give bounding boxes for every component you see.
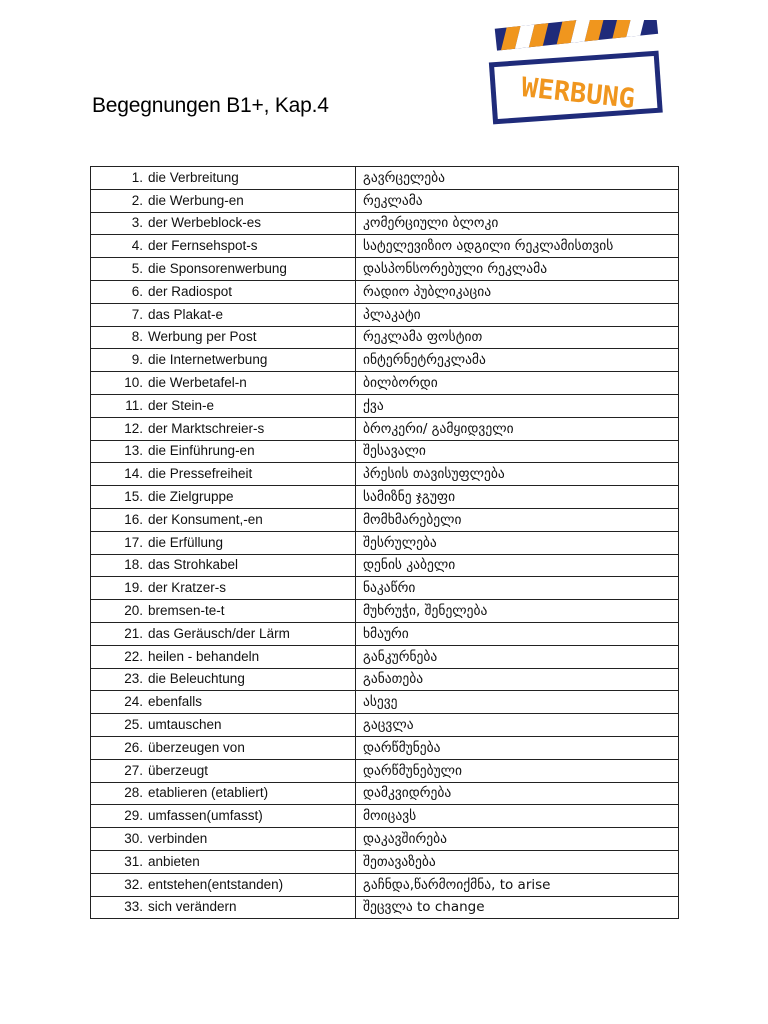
german-term: sich verändern bbox=[148, 899, 237, 915]
german-term-cell bbox=[91, 235, 356, 258]
row-number: 25. bbox=[124, 717, 143, 733]
row-number: 21. bbox=[124, 625, 143, 641]
german-term-cell bbox=[91, 417, 356, 440]
row-number: 3. bbox=[131, 215, 143, 231]
german-term: der Konsument,-en bbox=[148, 511, 263, 527]
german-term: anbieten bbox=[148, 853, 200, 869]
row-number: 12. bbox=[124, 420, 143, 436]
german-term: die Einführung-en bbox=[148, 443, 255, 459]
german-term-cell bbox=[91, 736, 356, 759]
table-row bbox=[91, 280, 679, 303]
german-term: der Marktschreier-s bbox=[148, 420, 265, 436]
german-term-cell bbox=[91, 303, 356, 326]
georgian-translation: დარწმუნებული bbox=[356, 759, 679, 782]
georgian-translation: დაკავშირება bbox=[356, 828, 679, 851]
page-title: Begegnungen B1+, Kap.4 bbox=[92, 94, 329, 117]
table-row bbox=[91, 463, 679, 486]
table-row bbox=[91, 691, 679, 714]
german-term: der Stein-e bbox=[148, 397, 215, 413]
row-number: 22. bbox=[124, 648, 143, 664]
table-row bbox=[91, 372, 679, 395]
row-number: 30. bbox=[124, 831, 143, 846]
georgian-translation: კომერციული ბლოკი bbox=[356, 212, 679, 235]
german-term: etablieren (etabliert) bbox=[148, 785, 269, 801]
german-term-cell bbox=[91, 873, 356, 896]
german-term-cell bbox=[91, 394, 356, 417]
georgian-translation: დარწმუნება bbox=[356, 736, 679, 759]
row-number: 7. bbox=[131, 306, 143, 322]
table-row bbox=[91, 189, 679, 212]
german-term: die Beleuchtung bbox=[148, 671, 245, 687]
german-term-cell bbox=[91, 759, 356, 782]
german-term: umfassen(umfasst) bbox=[148, 808, 263, 824]
german-term: entstehen(entstanden) bbox=[148, 876, 284, 892]
row-number: 10. bbox=[124, 375, 143, 391]
georgian-translation: განათება bbox=[356, 668, 679, 691]
georgian-translation: გაჩნდა,წარმოიქმნა, to arise bbox=[356, 873, 679, 896]
german-term: der Fernsehspot-s bbox=[148, 238, 258, 254]
row-number: 32. bbox=[124, 876, 143, 892]
row-number: 31. bbox=[124, 853, 143, 869]
row-number: 16. bbox=[124, 511, 143, 527]
row-number: 1. bbox=[131, 169, 143, 185]
table-row bbox=[91, 554, 679, 577]
georgian-translation: ბროკერი/ გამყიდველი bbox=[356, 417, 679, 440]
table-row bbox=[91, 486, 679, 509]
row-number: 24. bbox=[124, 694, 143, 710]
georgian-translation: ინტერნეტრეკლამა bbox=[356, 349, 679, 372]
german-term: der Werbeblock-es bbox=[148, 215, 262, 231]
row-number: 15. bbox=[124, 489, 143, 505]
german-term-cell bbox=[91, 828, 356, 851]
table-row bbox=[91, 440, 679, 463]
georgian-translation: დამკვიდრება bbox=[356, 782, 679, 805]
german-term-cell bbox=[91, 691, 356, 714]
table-row bbox=[91, 531, 679, 554]
vocabulary-table bbox=[90, 166, 679, 919]
german-term-cell bbox=[91, 531, 356, 554]
row-number: 8. bbox=[131, 329, 143, 345]
table-row bbox=[91, 417, 679, 440]
svg-text:WERBUNG: WERBUNG bbox=[519, 72, 637, 115]
table-row bbox=[91, 805, 679, 828]
german-term: das Strohkabel bbox=[148, 557, 239, 573]
german-term: die Verbreitung bbox=[148, 169, 239, 185]
german-term-cell bbox=[91, 714, 356, 737]
table-row bbox=[91, 508, 679, 531]
table-row bbox=[91, 828, 679, 851]
german-term-cell bbox=[91, 850, 356, 873]
german-term-cell bbox=[91, 280, 356, 303]
georgian-translation: დასპონსორებული რეკლამა bbox=[356, 258, 679, 281]
row-number: 29. bbox=[124, 808, 143, 824]
table-row bbox=[91, 850, 679, 873]
georgian-translation: გაცვლა bbox=[356, 714, 679, 737]
table-row bbox=[91, 235, 679, 258]
row-number: 9. bbox=[131, 352, 143, 368]
table-row bbox=[91, 759, 679, 782]
german-term-cell bbox=[91, 463, 356, 486]
german-term-cell bbox=[91, 349, 356, 372]
german-term: heilen - behandeln bbox=[148, 648, 260, 664]
german-term-cell bbox=[91, 577, 356, 600]
row-number: 27. bbox=[124, 762, 143, 778]
german-term: der Radiospot bbox=[148, 283, 233, 299]
table-row bbox=[91, 303, 679, 326]
georgian-translation: ბილბორდი bbox=[356, 372, 679, 395]
georgian-translation: შეთავაზება bbox=[356, 850, 679, 873]
german-term-cell bbox=[91, 189, 356, 212]
german-term: bremsen-te-t bbox=[148, 603, 225, 619]
german-term: die Werbetafel-n bbox=[148, 375, 247, 391]
german-term-cell bbox=[91, 508, 356, 531]
georgian-translation: მუხრუჭი, შენელება bbox=[356, 600, 679, 623]
row-number: 13. bbox=[124, 443, 143, 459]
german-term: verbinden bbox=[148, 831, 208, 846]
german-term-cell bbox=[91, 326, 356, 349]
row-number: 4. bbox=[131, 238, 143, 254]
georgian-translation: ასევე bbox=[356, 691, 679, 714]
german-term-cell bbox=[91, 805, 356, 828]
row-number: 26. bbox=[124, 739, 143, 755]
german-term-cell bbox=[91, 622, 356, 645]
german-term-cell bbox=[91, 645, 356, 668]
table-row bbox=[91, 212, 679, 235]
georgian-translation: მომხმარებელი bbox=[356, 508, 679, 531]
row-number: 20. bbox=[124, 603, 143, 619]
german-term: die Zielgruppe bbox=[148, 489, 234, 505]
row-number: 18. bbox=[124, 557, 143, 573]
georgian-translation: სამიზნე ჯგუფი bbox=[356, 486, 679, 509]
georgian-translation: პრესის თავისუფლება bbox=[356, 463, 679, 486]
table-row bbox=[91, 622, 679, 645]
table-row bbox=[91, 394, 679, 417]
table-row bbox=[91, 577, 679, 600]
georgian-translation: ნაკაწრი bbox=[356, 577, 679, 600]
german-term-cell bbox=[91, 486, 356, 509]
row-number: 17. bbox=[124, 534, 143, 550]
german-term-cell bbox=[91, 668, 356, 691]
table-row bbox=[91, 326, 679, 349]
german-term: die Erfüllung bbox=[148, 534, 224, 550]
georgian-translation: რეკლამა bbox=[356, 189, 679, 212]
georgian-translation: ხმაური bbox=[356, 622, 679, 645]
table-row bbox=[91, 714, 679, 737]
german-term-cell bbox=[91, 372, 356, 395]
georgian-translation: სატელევიზიო ადგილი რეკლამისთვის bbox=[356, 235, 679, 258]
georgian-translation: განკურნება bbox=[356, 645, 679, 668]
german-term-cell bbox=[91, 167, 356, 190]
german-term: überzeugt bbox=[148, 762, 209, 778]
georgian-translation: შესრულება bbox=[356, 531, 679, 554]
table-row bbox=[91, 668, 679, 691]
german-term: das Plakat-e bbox=[148, 306, 224, 322]
georgian-translation: პლაკატი bbox=[356, 303, 679, 326]
row-number: 33. bbox=[124, 899, 143, 915]
german-term-cell bbox=[91, 896, 356, 919]
georgian-translation: მოიცავს bbox=[356, 805, 679, 828]
table-row bbox=[91, 873, 679, 896]
georgian-translation: შესავალი bbox=[356, 440, 679, 463]
row-number: 2. bbox=[131, 192, 143, 208]
german-term-cell bbox=[91, 258, 356, 281]
row-number: 5. bbox=[131, 261, 143, 277]
german-term: die Sponsorenwerbung bbox=[148, 261, 287, 277]
werbung-clapperboard-logo bbox=[483, 20, 668, 130]
georgian-translation: ქვა bbox=[356, 394, 679, 417]
german-term-cell bbox=[91, 782, 356, 805]
table-row bbox=[91, 258, 679, 281]
german-term: ebenfalls bbox=[148, 694, 203, 710]
row-number: 28. bbox=[124, 785, 143, 801]
german-term: die Internetwerbung bbox=[148, 352, 268, 368]
row-number: 19. bbox=[124, 580, 143, 596]
table-row bbox=[91, 600, 679, 623]
german-term-cell bbox=[91, 440, 356, 463]
german-term-cell bbox=[91, 600, 356, 623]
german-term: das Geräusch/der Lärm bbox=[148, 625, 290, 641]
georgian-translation: რადიო პუბლიკაცია bbox=[356, 280, 679, 303]
row-number: 23. bbox=[124, 671, 143, 687]
table-row bbox=[91, 896, 679, 919]
german-term: überzeugen von bbox=[148, 739, 245, 755]
georgian-translation: გავრცელება bbox=[356, 167, 679, 190]
table-row bbox=[91, 167, 679, 190]
table-row bbox=[91, 645, 679, 668]
table-row bbox=[91, 736, 679, 759]
german-term: die Pressefreiheit bbox=[148, 466, 253, 482]
german-term: Werbung per Post bbox=[148, 329, 257, 345]
row-number: 14. bbox=[124, 466, 143, 482]
row-number: 11. bbox=[125, 397, 143, 413]
german-term-cell bbox=[91, 212, 356, 235]
german-term: der Kratzer-s bbox=[148, 580, 227, 596]
german-term: umtauschen bbox=[148, 717, 222, 733]
german-term-cell bbox=[91, 554, 356, 577]
german-term: die Werbung-en bbox=[148, 192, 244, 208]
georgian-translation: რეკლამა ფოსტით bbox=[356, 326, 679, 349]
georgian-translation: შეცვლა to change bbox=[356, 896, 679, 919]
table-row bbox=[91, 782, 679, 805]
georgian-translation: დენის კაბელი bbox=[356, 554, 679, 577]
row-number: 6. bbox=[131, 283, 143, 299]
table-row bbox=[91, 349, 679, 372]
